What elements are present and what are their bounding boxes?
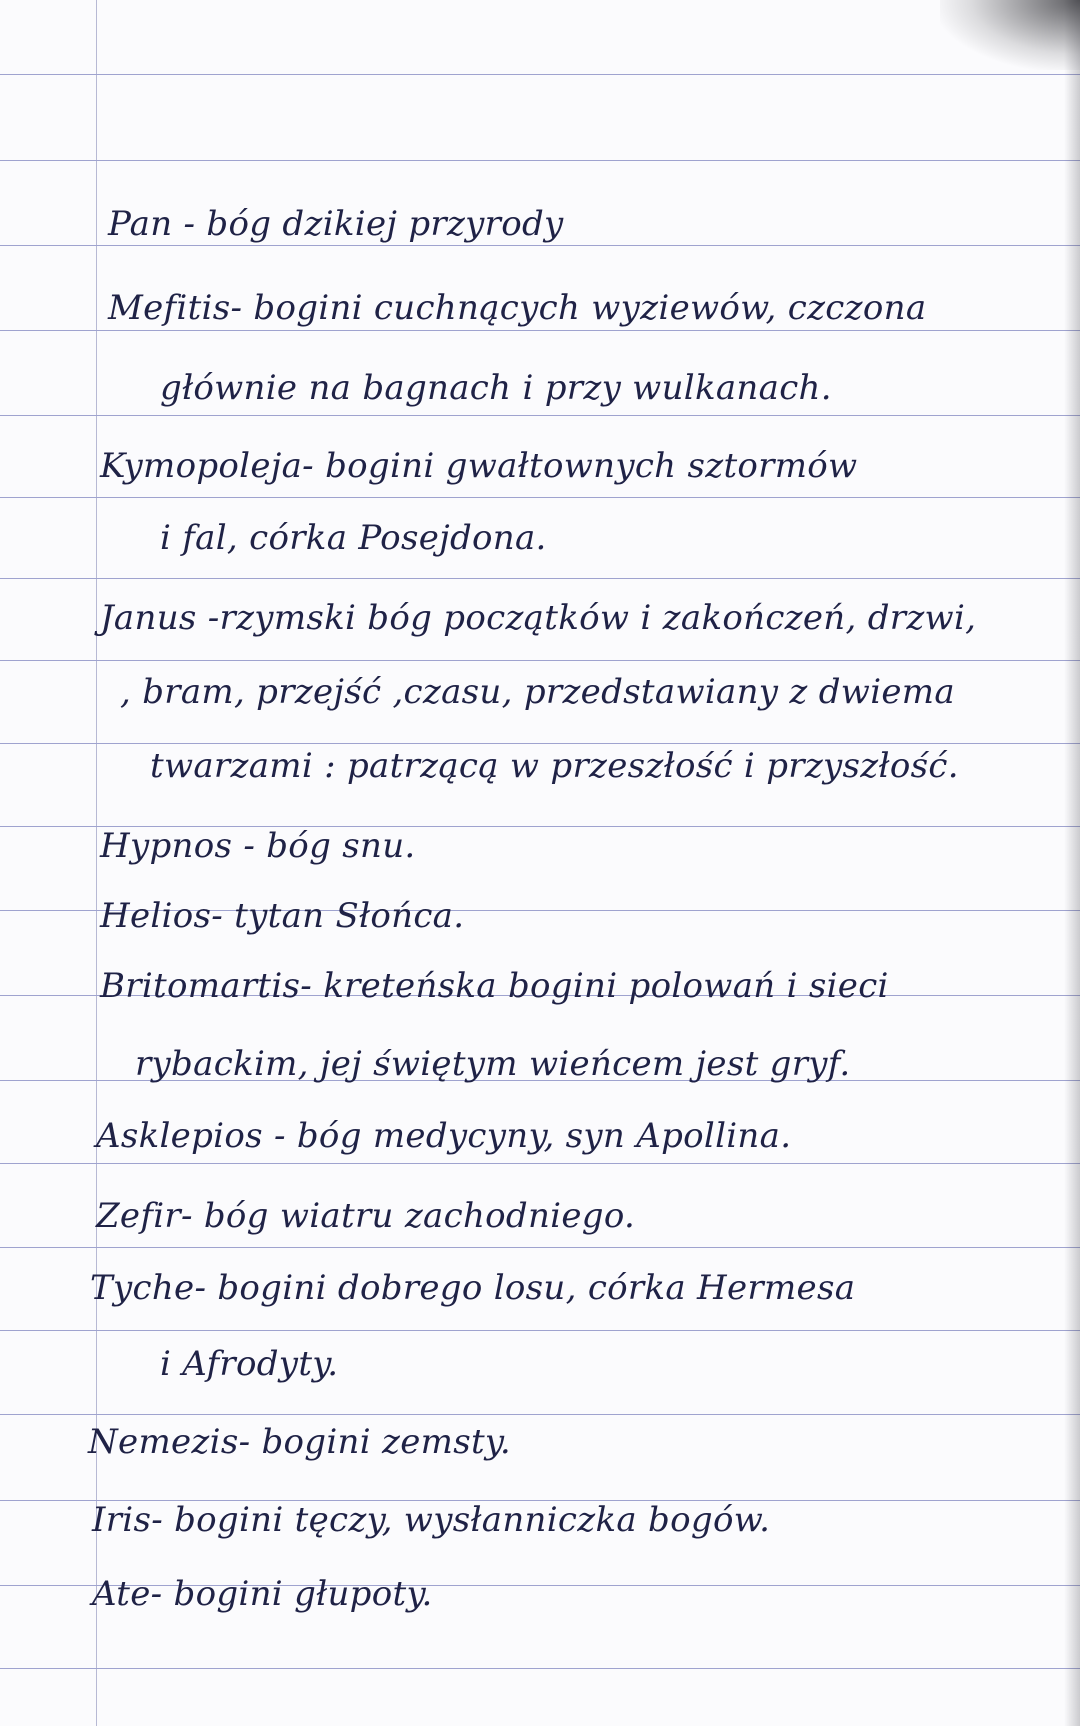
- text-line: głównie na bagnach i przy wulkanach.: [160, 368, 832, 408]
- ruled-line: [0, 160, 1080, 161]
- ruled-line: [0, 415, 1080, 416]
- text-line: rybackim, jej świętym wieńcem jest gryf.: [135, 1044, 851, 1084]
- text-line: Zefir- bóg wiatru zachodniego.: [96, 1196, 636, 1236]
- ruled-line: [0, 743, 1080, 744]
- text-line: , bram, przejść ,czasu, przedstawiany z dwiema: [120, 672, 955, 712]
- text-line: Helios- tytan Słońca.: [100, 896, 465, 936]
- text-line: Pan - bóg dzikiej przyrody: [108, 204, 564, 244]
- text-line: Mefitis- bogini cuchnących wyziewów, czczona: [108, 288, 927, 328]
- text-line: Hypnos - bóg snu.: [100, 826, 416, 866]
- ruled-line: [0, 1414, 1080, 1415]
- ruled-line: [0, 1668, 1080, 1669]
- text-line: Asklepios - bóg medycyny, syn Apollina.: [96, 1116, 792, 1156]
- ruled-line: [0, 74, 1080, 75]
- text-line: Tyche- bogini dobrego losu, córka Hermesa: [90, 1268, 856, 1308]
- text-line: Kymopoleja- bogini gwałtownych sztormów: [100, 446, 858, 486]
- text-line: i Afrodyty.: [160, 1344, 339, 1384]
- ruled-line: [0, 1330, 1080, 1331]
- margin-line: [96, 0, 97, 1726]
- ruled-line: [0, 245, 1080, 246]
- text-line: i fal, córka Posejdona.: [160, 518, 547, 558]
- page-edge-shadow: [1064, 0, 1080, 1726]
- ruled-line: [0, 1163, 1080, 1164]
- ruled-line: [0, 1247, 1080, 1248]
- ruled-line: [0, 660, 1080, 661]
- text-line: Nemezis- bogini zemsty.: [88, 1422, 512, 1462]
- text-line: Ate- bogini głupoty.: [92, 1574, 433, 1614]
- ruled-line: [0, 497, 1080, 498]
- ruled-line: [0, 578, 1080, 579]
- text-line: Britomartis- kreteńska bogini polowań i sieci: [100, 966, 889, 1006]
- text-line: Janus -rzymski bóg początków i zakończeń, drzwi,: [100, 598, 977, 638]
- page-corner-shade: [940, 0, 1080, 70]
- text-line: Iris- bogini tęczy, wysłanniczka bogów.: [92, 1500, 771, 1540]
- ruled-line: [0, 330, 1080, 331]
- text-line: twarzami : patrzącą w przeszłość i przyszłość.: [150, 746, 959, 786]
